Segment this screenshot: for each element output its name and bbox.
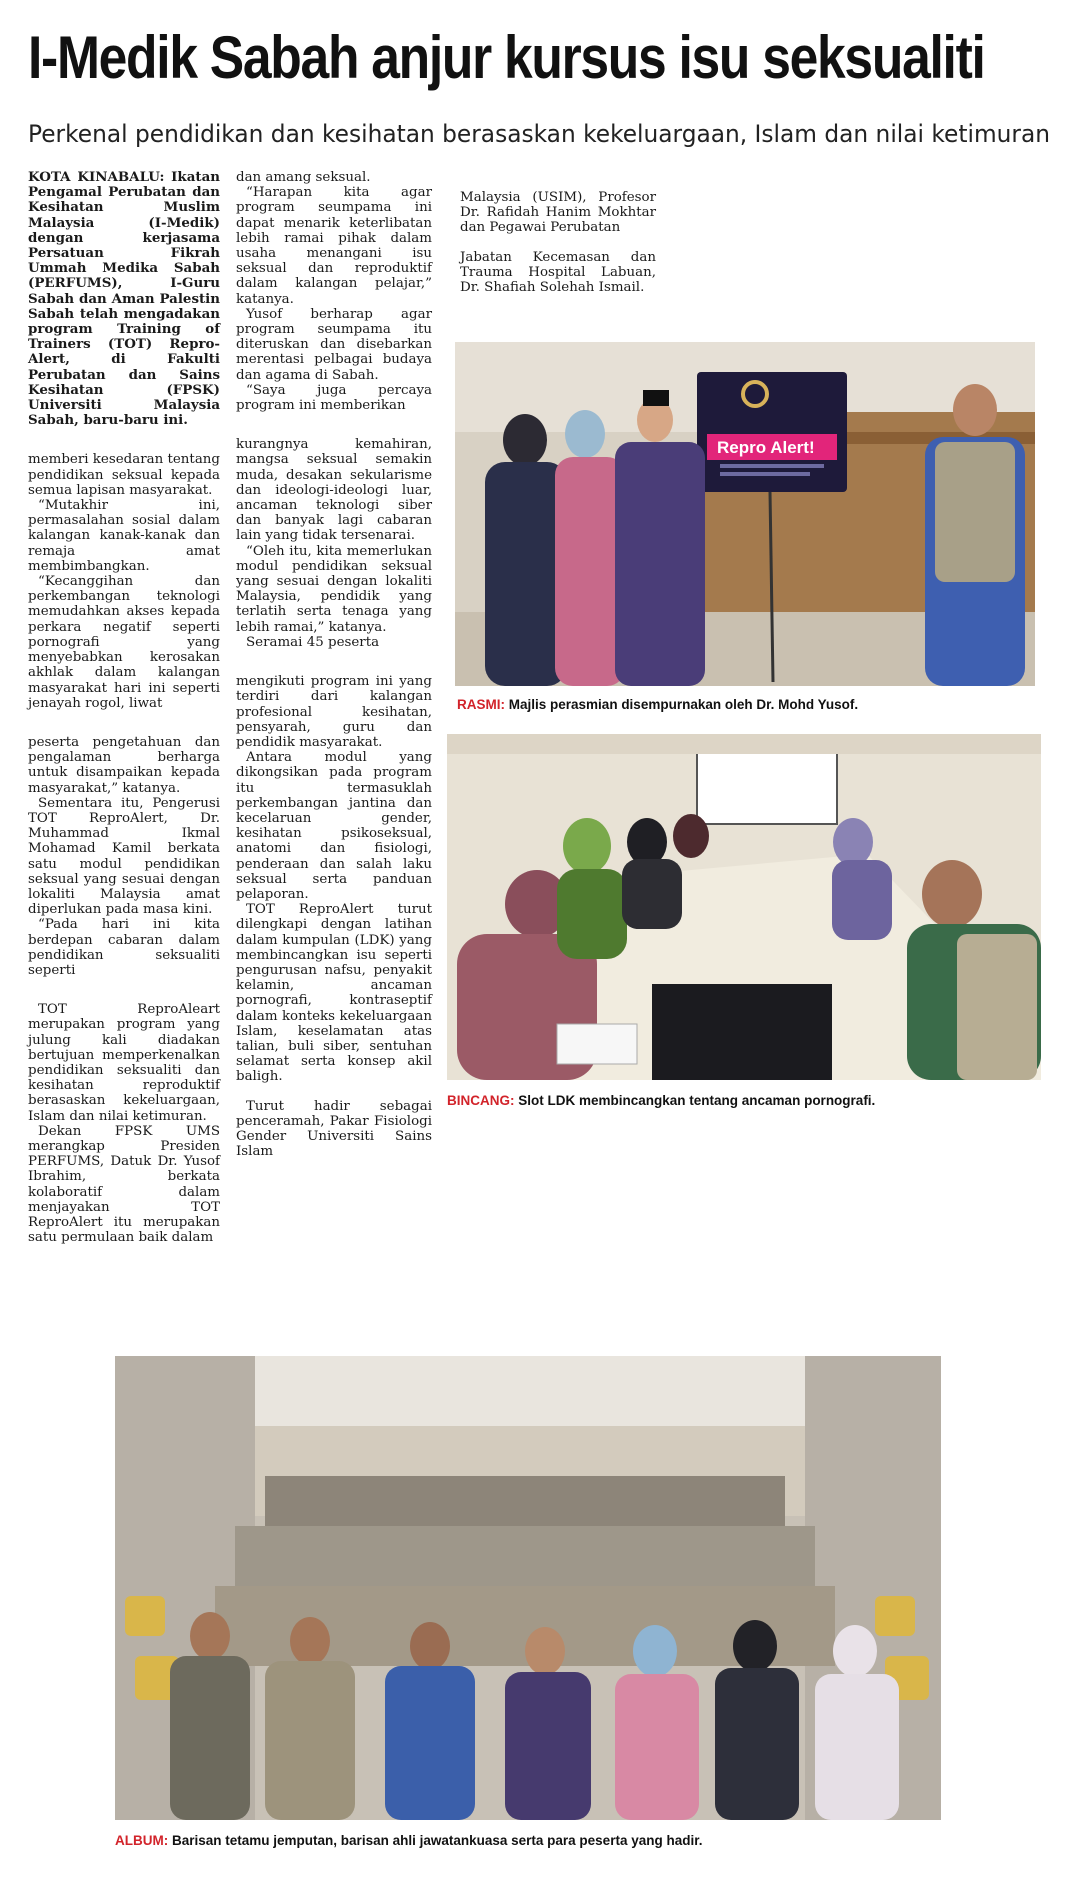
article-paragraph: Jabatan Kecemasan dan Trauma Hospital Labuan, Dr. Shafiah Solehah Ismail.	[460, 249, 656, 296]
article-paragraph: “Kecanggihan dan perkembangan teknologi memudahkan akses kepada perkara negatif seperti pornografi yang menyebabkan kerosakan akhlak dalam kalangan masyarakat hari ini seperti jenayah rogol, liwat	[28, 574, 220, 711]
article-column-1	[28, 170, 220, 1245]
article-paragraph: dan amang seksual.	[236, 170, 371, 185]
caption-text: Barisan tetamu jemputan, barisan ahli jawatankuasa serta para peserta yang hadir.	[172, 1833, 703, 1848]
article-paragraph: “Harapan kita agar program seumpama ini dapat menarik keterlibatan lebih ramai pihak dalam usaha menangani isu seksual dan reproduktif dalam kalangan pelajar,” katanya.	[236, 185, 432, 307]
article-paragraph: Yusof berharap agar program seumpama itu diteruskan dan disebarkan merentasi pelbagai budaya dan agama di Sabah.	[236, 306, 432, 383]
caption-album	[115, 1832, 702, 1850]
article-paragraph: kurangnya kemahiran, mangsa seksual semakin muda, desakan sekularisme dan ideologi-ideologi luar, ancaman teknologi siber dan banyak lagi cabaran lain yang tidak tersenarai.	[236, 437, 432, 544]
photo-rasmi	[455, 342, 1035, 686]
caption-text: Slot LDK membincangkan tentang ancaman pornografi.	[518, 1093, 876, 1108]
article-paragraph: Dekan FPSK UMS merangkap Presiden PERFUMS, Datuk Dr. Yusof Ibrahim, berkata kolaboratif dalam menjayakan TOT ReproAlert itu merupakan satu permulaan baik dalam	[28, 1123, 220, 1246]
photo-album	[115, 1356, 941, 1820]
article-paragraph: “Pada hari ini kita berdepan cabaran dalam pendidikan seksualiti seperti	[28, 917, 220, 978]
caption-tag: BINCANG:	[447, 1093, 515, 1108]
caption-rasmi	[457, 696, 858, 714]
article-paragraph: “Saya juga percaya program ini memberikan	[236, 382, 432, 414]
article-lead: KOTA KINABALU: Ikatan Pengamal Perubatan dan Kesihatan Muslim Malaysia (I-Medik) dengan kerjasama Persatuan Fikrah Ummah Medika Sabah (PERFUMS), I-Guru Sabah dan Aman Palestin Sabah telah mengadakan program Training of Trainers (TOT) Repro-Alert, di Fakulti Perubatan dan Sains Kesihatan (FPSK) Universiti Malaysia Sabah, baru-baru ini.	[28, 169, 220, 429]
article-paragraph: TOT ReproAleart merupakan program yang julung kali diadakan bertujuan memperkenalkan pendidikan seksualiti dan kesihatan reproduktif berasaskan kekeluargaan, Islam dan nilai ketimuran.	[28, 1002, 220, 1124]
article-column-3	[460, 190, 656, 295]
article-paragraph: Malaysia (USIM), Profesor Dr. Rafidah Hanim Mokhtar dan Pegawai Perubatan	[460, 190, 656, 236]
article-paragraph: peserta pengetahuan dan pengalaman berharga untuk disampaikan kepada masyarakat,” katanya.	[28, 734, 220, 796]
photo-album-illustration	[115, 1356, 941, 1820]
caption-bincang	[447, 1092, 875, 1110]
article-paragraph: “Oleh itu, kita memerlukan modul pendidikan seksual yang sesuai dengan lokaliti Malaysia, pendidik yang terlatih serta tenaga yang lebih ramai,” katanya.	[236, 543, 432, 635]
caption-text: Majlis perasmian disempurnakan oleh Dr. Mohd Yusof.	[508, 697, 859, 712]
photo-bincang	[447, 734, 1041, 1080]
article-paragraph: Turut hadir sebagai penceramah, Pakar Fisiologi Gender Universiti Sains Islam	[236, 1098, 432, 1160]
article-paragraph: memberi kesedaran tentang pendidikan seksual kepada semua lapisan masyarakat.	[28, 452, 220, 498]
caption-tag: RASMI:	[457, 697, 505, 712]
article-paragraph: Antara modul yang dikongsikan pada program itu termasuklah perkembangan jantina dan kecelaruan gender, kesihatan psikoseksual, anatomi dan fisiologi, penderaan dan salah laku seksual serta panduan pelaporan.	[236, 750, 432, 902]
article-paragraph: Seramai 45 peserta	[246, 634, 380, 650]
article-paragraph: “Mutakhir ini, permasalahan sosial dalam kalangan kanak-kanak dan remaja amat membimbangkan.	[28, 498, 220, 574]
banner-text: Repro Alert!	[717, 438, 815, 457]
article-paragraph: TOT ReproAlert turut dilengkapi dengan latihan dalam kumpulan (LDK) yang membincangkan isu seperti pengurusan nafsu, penyakit kelamin, ancaman pornografi, kontraseptif dalam konteks kekeluargaan Islam, keselamatan atas talian, buli siber, sentuhan selamat serta konsep akil baligh.	[236, 902, 432, 1085]
caption-tag: ALBUM:	[115, 1833, 169, 1848]
article-paragraph: Sementara itu, Pengerusi TOT ReproAlert, Dr. Muhammad Ikmal Mohamad Kamil berkata satu modul pendidikan seksual yang sesuai dengan lokaliti Malaysia amat diperlukan pada masa kini.	[28, 795, 220, 918]
photo-bincang-illustration	[447, 734, 1041, 1080]
article-column-2	[236, 170, 432, 1159]
headline: I-Medik Sabah anjur kursus isu seksualiti	[28, 24, 985, 91]
photo-rasmi-illustration	[455, 342, 1035, 686]
article-paragraph: mengikuti program ini yang terdiri dari kalangan profesional kesihatan, pensyarah, guru dan pendidik masyarakat.	[236, 674, 432, 750]
subheadline: Perkenal pendidikan dan kesihatan berasaskan kekeluargaan, Islam dan nilai ketimuran	[28, 120, 1050, 148]
